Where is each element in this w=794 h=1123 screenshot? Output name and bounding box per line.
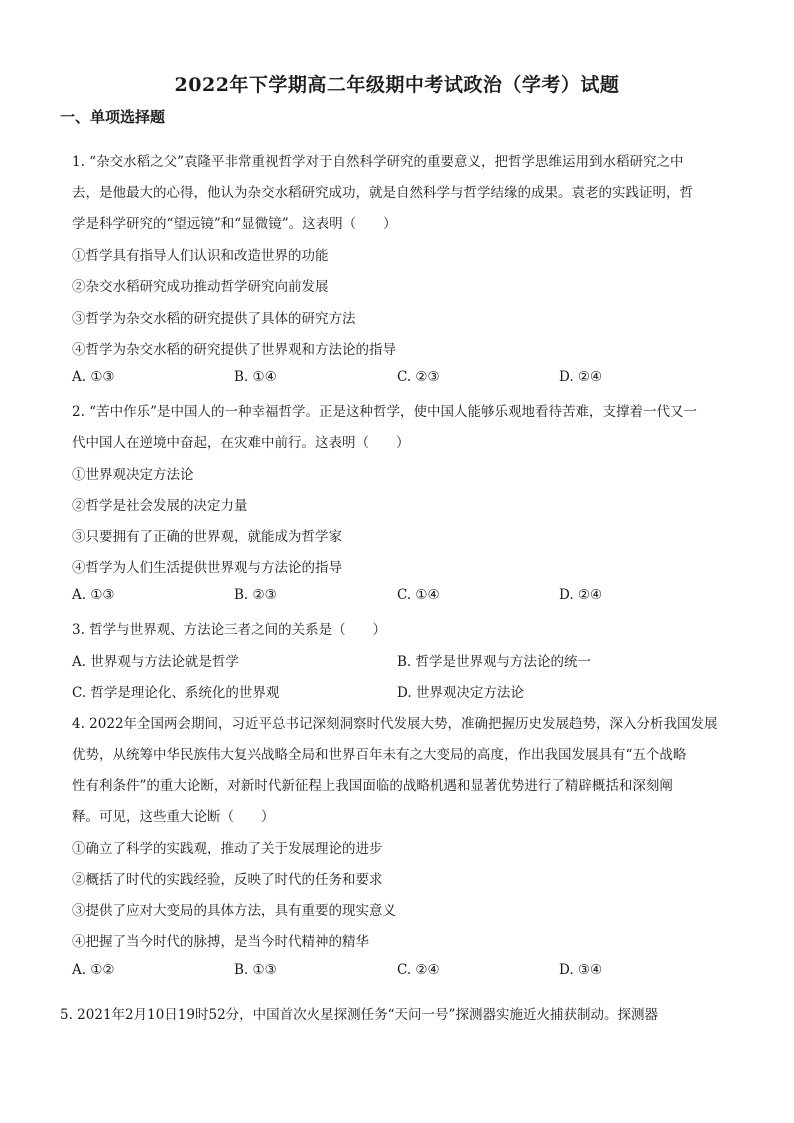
q3-options-row-2 bbox=[72, 681, 722, 701]
q4-line-3: 性有利条件”的重大论断，对新时代新征程上我国面临的战略机遇和显著优势进行了精辟概括和深刻阐 bbox=[72, 778, 673, 794]
q1-statement-4: ④哲学为杂交水稻的研究提供了世界观和方法论的指导 bbox=[72, 342, 396, 358]
q4-line-1: 4. 2022年全国两会期间，习近平总书记深刻洞察时代发展大势，准确把握历史发展趋势，深入分析我国发展 bbox=[72, 716, 718, 732]
q2-statement-2: ②哲学是社会发展的决定力量 bbox=[72, 498, 248, 514]
q1-options bbox=[72, 369, 722, 389]
q1-line-1: 1. “杂交水稻之父”袁隆平非常重视哲学对于自然科学研究的重要意义，把哲学思维运用到水稻研究之中 bbox=[72, 154, 684, 170]
q4-option-b: B. ①③ bbox=[234, 962, 277, 978]
q1-statement-2: ②杂交水稻研究成功推动哲学研究向前发展 bbox=[72, 279, 329, 295]
q3-options-row-1 bbox=[72, 650, 722, 670]
q1-line-3: 学是科学研究的“望远镜”和“显微镜”。这表明（ ） bbox=[72, 216, 397, 232]
q4-statement-2: ②概括了时代的实践经验，反映了时代的任务和要求 bbox=[72, 872, 383, 888]
q4-option-c: C. ②④ bbox=[397, 962, 440, 978]
q3-option-b: B. 哲学是世界观与方法论的统一 bbox=[397, 654, 592, 670]
q2-option-c: C. ①④ bbox=[397, 587, 440, 603]
page-title: 2022年下学期高二年级期中考试政治（学考）试题 bbox=[174, 74, 620, 96]
q2-statement-1: ①世界观决定方法论 bbox=[72, 467, 194, 483]
q2-line-2: 代中国人在逆境中奋起，在灾难中前行。这表明（ ） bbox=[72, 435, 410, 451]
q1-statement-1: ①哲学具有指导人们认识和改造世界的功能 bbox=[72, 248, 329, 264]
q4-statement-3: ③提供了应对大变局的具体方法，具有重要的现实意义 bbox=[72, 903, 396, 919]
q2-statement-3: ③只要拥有了正确的世界观，就能成为哲学家 bbox=[72, 529, 342, 545]
q4-statement-4: ④把握了当今时代的脉搏，是当今时代精神的精华 bbox=[72, 934, 369, 950]
q4-line-4: 释。可见，这些重大论断（ ） bbox=[72, 809, 275, 825]
q1-line-2: 去，是他最大的心得，他认为杂交水稻研究成功，就是自然科学与哲学结缘的成果。袁老的实践证明，哲 bbox=[72, 185, 693, 201]
q4-statement-1: ①确立了科学的实践观，推动了关于发展理论的进步 bbox=[72, 841, 383, 857]
section-heading: 一、单项选择题 bbox=[60, 108, 166, 126]
q1-statement-3: ③哲学为杂交水稻的研究提供了具体的研究方法 bbox=[72, 311, 356, 327]
q1-option-c: C. ②③ bbox=[397, 369, 440, 385]
q2-statement-4: ④哲学为人们生活提供世界观与方法论的指导 bbox=[72, 560, 342, 576]
q3-line-1: 3. 哲学与世界观、方法论三者之间的关系是（ ） bbox=[72, 622, 387, 638]
q3-option-a: A. 世界观与方法论就是哲学 bbox=[72, 654, 239, 670]
q4-options bbox=[72, 962, 722, 982]
q1-option-a: A. ①③ bbox=[72, 369, 115, 385]
q4-option-d: D. ③④ bbox=[559, 962, 603, 978]
q3-option-d: D. 世界观决定方法论 bbox=[397, 685, 524, 701]
q3-option-c: C. 哲学是理论化、系统化的世界观 bbox=[72, 685, 280, 701]
q1-option-d: D. ②④ bbox=[559, 369, 603, 385]
q2-option-a: A. ①③ bbox=[72, 587, 115, 603]
q4-option-a: A. ①② bbox=[72, 962, 115, 978]
q2-line-1: 2. “苦中作乐”是中国人的一种幸福哲学。正是这种哲学，使中国人能够乐观地看待苦难，支撑着一代又一 bbox=[72, 404, 697, 420]
q2-options bbox=[72, 587, 722, 607]
q1-option-b: B. ①④ bbox=[234, 369, 277, 385]
q5-line-1: 5. 2021年2月10日19时52分，中国首次火星探测任务“天问一号”探测器实施近火捕获制动。探测器 bbox=[60, 1007, 658, 1023]
q4-line-2: 优势，从统筹中华民族伟大复兴战略全局和世界百年未有之大变局的高度，作出我国发展具有“五个战略 bbox=[72, 747, 687, 763]
q2-option-d: D. ②④ bbox=[559, 587, 603, 603]
q2-option-b: B. ②③ bbox=[234, 587, 277, 603]
